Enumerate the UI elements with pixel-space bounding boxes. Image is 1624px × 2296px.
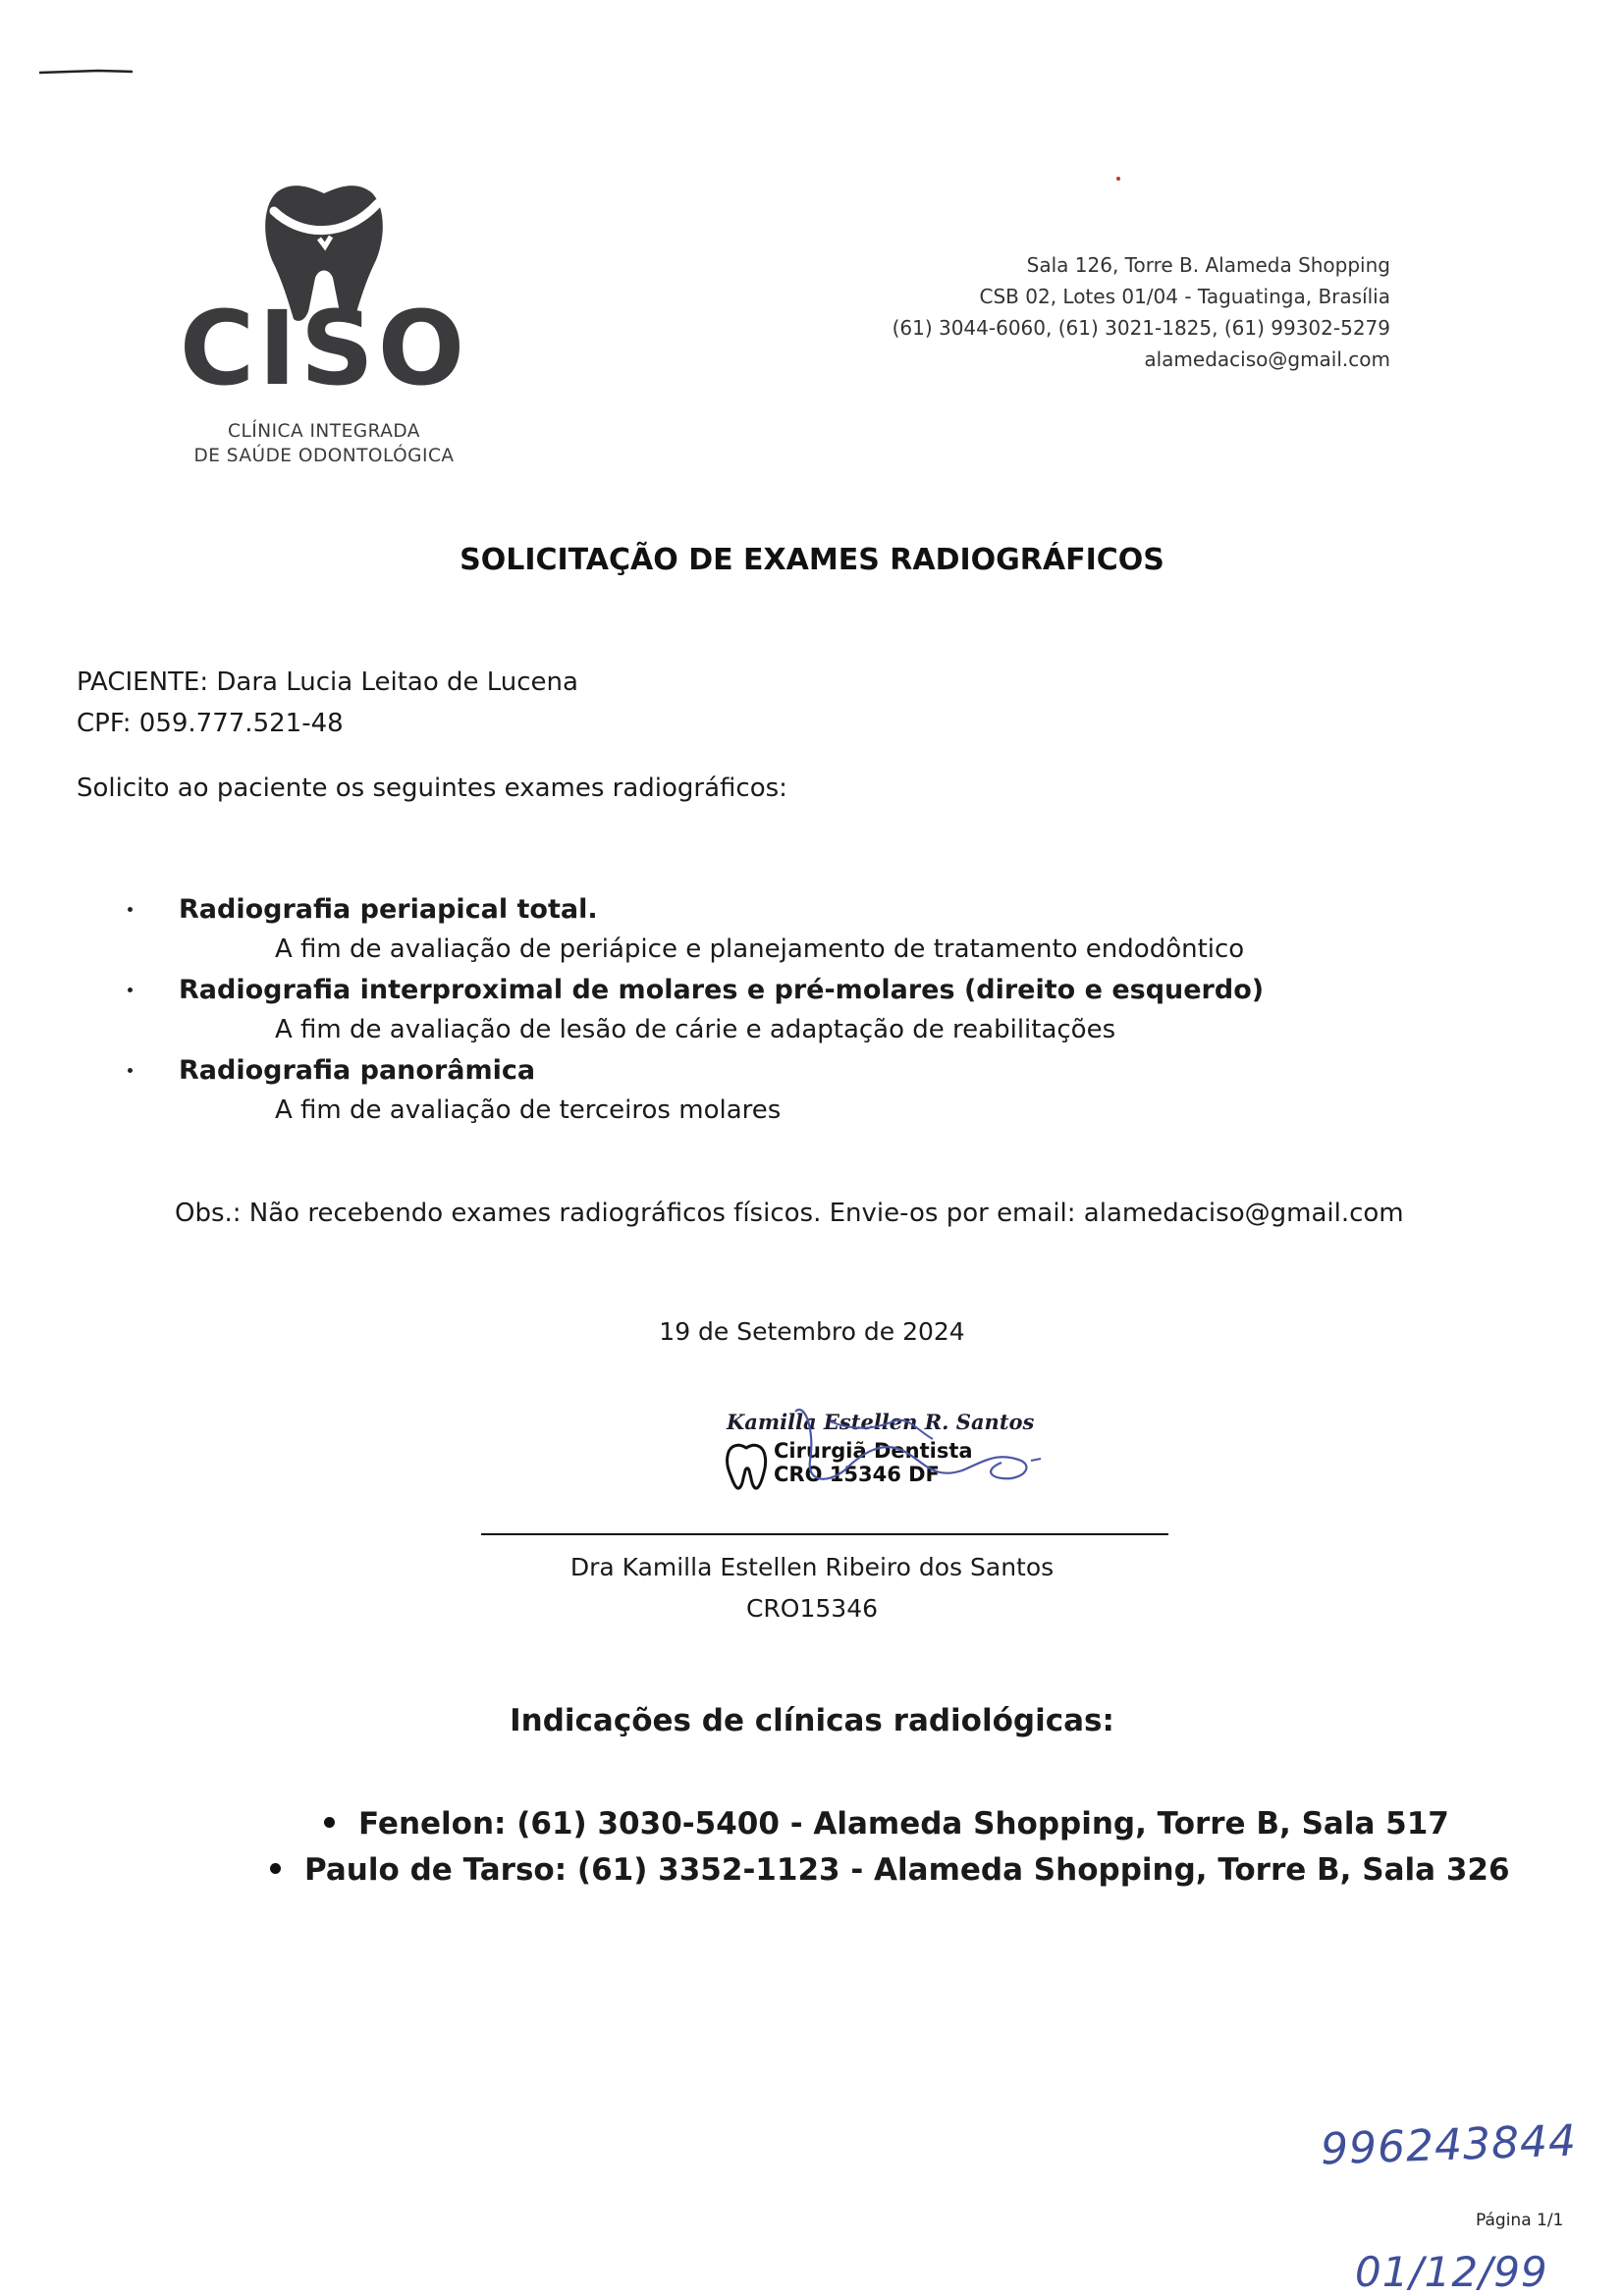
patient-name: PACIENTE: Dara Lucia Leitao de Lucena — [77, 667, 578, 697]
stamp-name: Kamilla Estellen R. Santos — [727, 1410, 1035, 1434]
logo-wordmark: CISO — [179, 289, 469, 408]
stamp-role: Cirurgiã Dentista — [774, 1439, 973, 1463]
address-line: (61) 3044-6060, (61) 3021-1825, (61) 99302-5279 — [892, 316, 1390, 340]
dentist-stamp — [717, 1392, 1035, 1510]
exam-purpose: A fim de avaliação de periápice e planejamento de tratamento endodôntico — [275, 934, 1245, 964]
exam-item — [128, 970, 1404, 1050]
exam-item — [128, 1050, 1404, 1131]
bullet-dot — [324, 1817, 335, 1828]
patient-info — [77, 662, 578, 744]
signer-block — [0, 1547, 1624, 1629]
address-line: Sala 126, Torre B. Alameda Shopping — [1026, 253, 1390, 277]
clinic-item — [324, 1806, 1449, 1842]
handwritten-signature — [736, 1392, 1051, 1500]
exam-name: Radiografia interproximal de molares e pré-molares (direito e esquerdo) — [179, 975, 1265, 1005]
signer-name: Dra Kamilla Estellen Ribeiro dos Santos — [569, 1553, 1055, 1581]
clinic-address — [893, 249, 1390, 375]
logo-tagline-line-1: CLÍNICA INTEGRADA — [228, 421, 420, 442]
scan-mark — [39, 69, 133, 75]
bullet-dot — [270, 1863, 281, 1874]
address-line: CSB 02, Lotes 01/04 - Taguatinga, Brasília — [979, 285, 1390, 308]
observation-note: Obs.: Não recebendo exames radiográficos físicos. Envie-os por email: alamedaciso@gmail.com — [175, 1199, 1404, 1228]
exam-purpose: A fim de avaliação de lesão de cárie e adaptação de reabilitações — [275, 1015, 1116, 1044]
clinic-logo — [167, 182, 481, 476]
exam-name: Radiografia panorâmica — [179, 1055, 536, 1086]
address-email: alamedaciso@gmail.com — [1144, 347, 1390, 371]
handwritten-date: 01/12/99 — [1355, 2248, 1548, 2296]
clinic-item — [270, 1852, 1510, 1888]
exam-name: Radiografia periapical total. — [179, 894, 598, 925]
document-date: 19 de Setembro de 2024 — [659, 1317, 965, 1346]
ink-speck — [1116, 177, 1120, 181]
bullet-dot — [128, 907, 133, 912]
handwritten-phone: 996243844 — [1320, 2115, 1578, 2175]
request-intro: Solicito ao paciente os seguintes exames radiográficos: — [77, 774, 787, 803]
signer-cro: CRO15346 — [745, 1594, 879, 1623]
exam-item — [128, 889, 1404, 970]
bullet-dot — [128, 988, 133, 992]
signature-line — [481, 1533, 1168, 1535]
clinic-text: Paulo de Tarso: (61) 3352-1123 - Alameda Shopping, Torre B, Sala 326 — [304, 1852, 1510, 1888]
logo-tagline-line-2: DE SAÚDE ODONTOLÓGICA — [193, 446, 455, 466]
exam-purpose: A fim de avaliação de terceiros molares — [275, 1095, 782, 1125]
logo-tagline — [167, 419, 481, 468]
exam-list — [128, 889, 1404, 1131]
page-number: Página 1/1 — [1476, 2211, 1564, 2230]
document-title: SOLICITAÇÃO DE EXAMES RADIOGRÁFICOS — [460, 543, 1164, 577]
patient-cpf: CPF: 059.777.521-48 — [77, 709, 344, 738]
clinic-text: Fenelon: (61) 3030-5400 - Alameda Shopping, Torre B, Sala 517 — [358, 1806, 1449, 1842]
stamp-cro: CRO 15346 DF — [774, 1463, 940, 1486]
clinics-title: Indicações de clínicas radiológicas: — [510, 1703, 1114, 1738]
bullet-dot — [128, 1068, 133, 1073]
